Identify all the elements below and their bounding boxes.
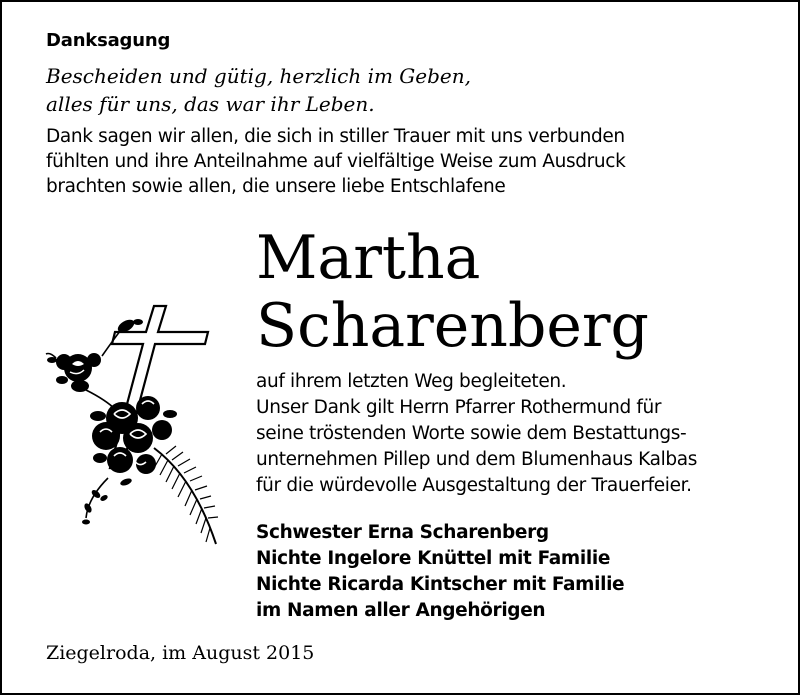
intro-line: brachten sowie allen, die unsere liebe Entschlafene <box>46 176 506 197</box>
intro-line: Dank sagen wir allen, die sich in stiller Trauer mit uns verbunden <box>46 126 625 147</box>
verse-line: Bescheiden und gütig, herzlich im Geben, <box>46 64 471 88</box>
thanks-line: unternehmen Pillep und dem Blumenhaus Kalbas <box>256 449 698 470</box>
thanks-line: auf ihrem letzten Weg begleiteten. <box>256 371 567 392</box>
thanks-line: Unser Dank gilt Herrn Pfarrer Rothermund für <box>256 397 662 418</box>
notice-heading: Danksagung <box>46 30 171 51</box>
thanks-line: für die würdevolle Ausgestaltung der Trauerfeier. <box>256 475 692 496</box>
cross-with-roses-icon <box>42 298 222 548</box>
verse-line: alles für uns, das war ihr Leben. <box>46 92 375 116</box>
signers-list <box>256 520 624 624</box>
deceased-first-name: Martha <box>256 223 481 293</box>
thanks-text <box>256 369 697 499</box>
intro-line: fühlten und ihre Anteilnahme auf vielfältige Weise zum Ausdruck <box>46 151 626 172</box>
signer: Nichte Ingelore Knüttel mit Familie <box>256 548 611 569</box>
deceased-last-name: Scharenberg <box>256 291 649 361</box>
intro-text <box>46 124 625 199</box>
signer: Schwester Erna Scharenberg <box>256 522 549 543</box>
deceased-name <box>256 224 649 360</box>
thanks-line: seine tröstenden Worte sowie dem Bestattungs- <box>256 423 687 444</box>
signer: im Namen aller Angehörigen <box>256 600 546 621</box>
place-and-date: Ziegelroda, im August 2015 <box>46 642 315 664</box>
memorial-verse <box>46 62 471 118</box>
signer: Nichte Ricarda Kintscher mit Familie <box>256 574 625 595</box>
